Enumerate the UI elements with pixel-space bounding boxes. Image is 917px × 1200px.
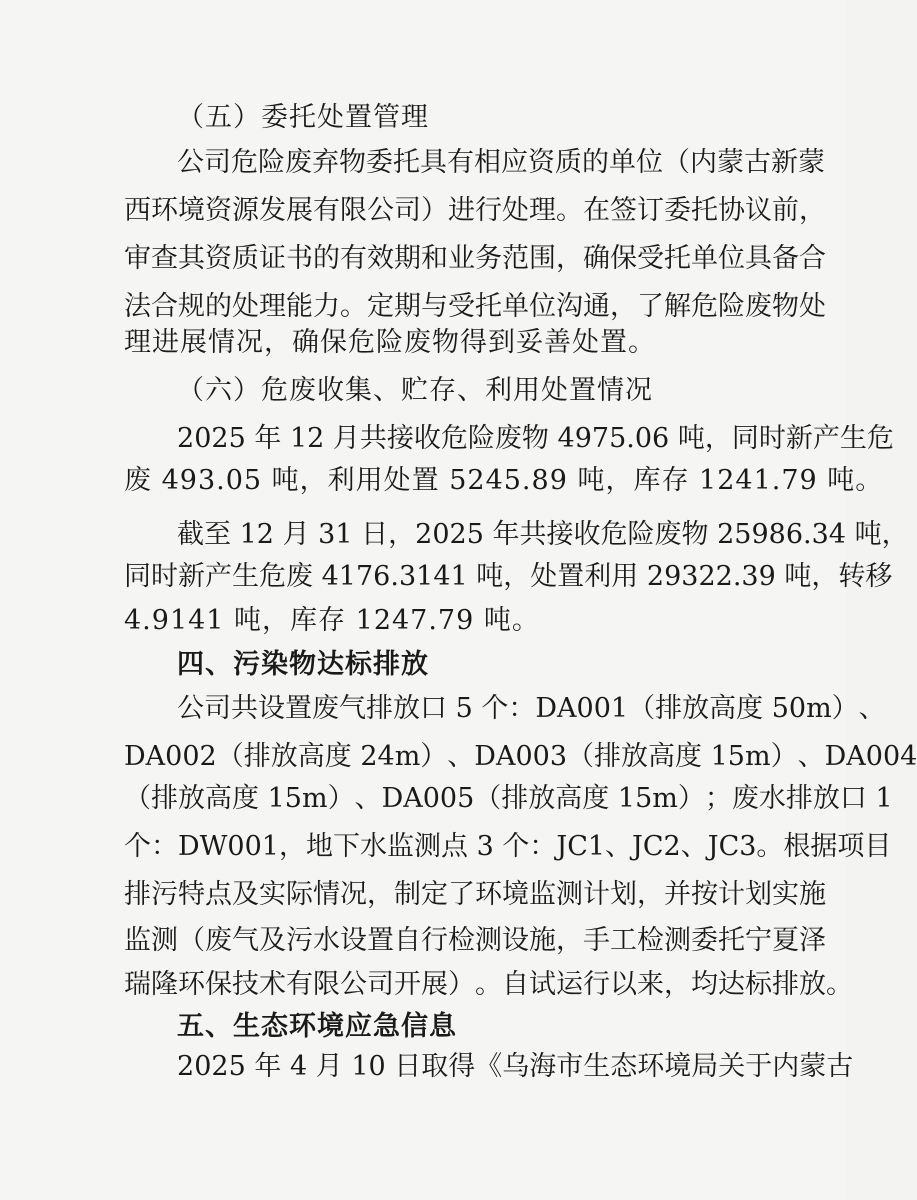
section-heading-hazardous-waste-status: （六）危废收集、贮存、利用处置情况 [177, 375, 653, 406]
paragraph-line: 排 污 特 点 及 实 际 情 况 ， 制 定 了 环 境 监 测 计 划 ， 并 按 计 划 实 施 [124, 879, 826, 910]
section-heading-entrusted-disposal: （五）委托处置管理 [177, 102, 429, 133]
paragraph-line: （ 排 放 高 度 1 5 m ） 、 D A 0 0 5 （ 排 放 高 度 1 5 m ） ； 废 水 排 放 口 1 [124, 783, 893, 814]
paragraph-line: 监 测 （ 废 气 及 污 水 设 置 自 行 检 测 设 施 ， 手 工 检 测 委 托 宁 夏 泽 [124, 925, 826, 956]
paragraph-line: 2 0 2 5 年 4 月 1 0 日 取 得 《 乌 海 市 生 态 环 境 局 关 于 内 蒙 古 [177, 1051, 854, 1082]
paragraph-line: 公 司 危 险 废 弃 物 委 托 具 有 相 应 资 质 的 单 位 （ 内 蒙 古 新 蒙 [177, 147, 825, 178]
section-heading-pollutant-discharge: 四、污染物达标排放 [177, 649, 429, 680]
paragraph-line: 法 合 规 的 处 理 能 力 。 定 期 与 受 托 单 位 沟 通 ， 了 解 危 险 废 物 处 [124, 291, 826, 322]
paragraph-line: 同 时 新 产 生 危 废 4 1 7 6 . 3 1 4 1 吨 ， 处 置 利 用 2 9 3 2 2 . 3 9 吨 ， 转 移 [124, 561, 893, 592]
paragraph-line: D A 0 0 2 （ 排 放 高 度 2 4 m ） 、 D A 0 0 3 （ 排 放 高 度 1 5 m ） 、 D A 0 0 4 [124, 741, 917, 772]
paragraph-line: 瑞 隆 环 保 技 术 有 限 公 司 开 展 ） 。 自 试 运 行 以 来 ， 均 达 标 排 放 。 [124, 969, 853, 1000]
paragraph-line: 西 环 境 资 源 发 展 有 限 公 司 ） 进 行 处 理 。 在 签 订 委 托 协 议 前 ， [124, 195, 826, 226]
paragraph-line: 废 493.05 吨，利用处置 5245.89 吨，库存 1241.79 吨。 [124, 465, 884, 496]
paragraph-line: 4.9141 吨，库存 1247.79 吨。 [124, 605, 540, 636]
section-heading-emergency-info: 五、生态环境应急信息 [177, 1011, 457, 1042]
paragraph-line: 个 ： D W 0 0 1 ， 地 下 水 监 测 点 3 个 ： J C 1 、 J C 2 、 J C 3 。 根 据 项 目 [124, 831, 892, 862]
paragraph-line: 理进展情况，确保危险废物得到妥善处置。 [124, 327, 656, 358]
paragraph-line: 截 至 1 2 月 3 1 日 ， 2 0 2 5 年 共 接 收 危 险 废 物 2 5 9 8 6 . 3 4 吨 ， [177, 519, 909, 550]
paragraph-line: 审 查 其 资 质 证 书 的 有 效 期 和 业 务 范 围 ， 确 保 受 托 单 位 具 备 合 [124, 243, 826, 274]
paragraph-line: 2 0 2 5 年 1 2 月 共 接 收 危 险 废 物 4 9 7 5 . 0 6 吨 ， 同 时 新 产 生 危 [177, 423, 894, 454]
paragraph-line: 公 司 共 设 置 废 气 排 放 口 5 个 ： D A 0 0 1 （ 排 放 高 度 5 0 m ） 、 [177, 693, 886, 724]
